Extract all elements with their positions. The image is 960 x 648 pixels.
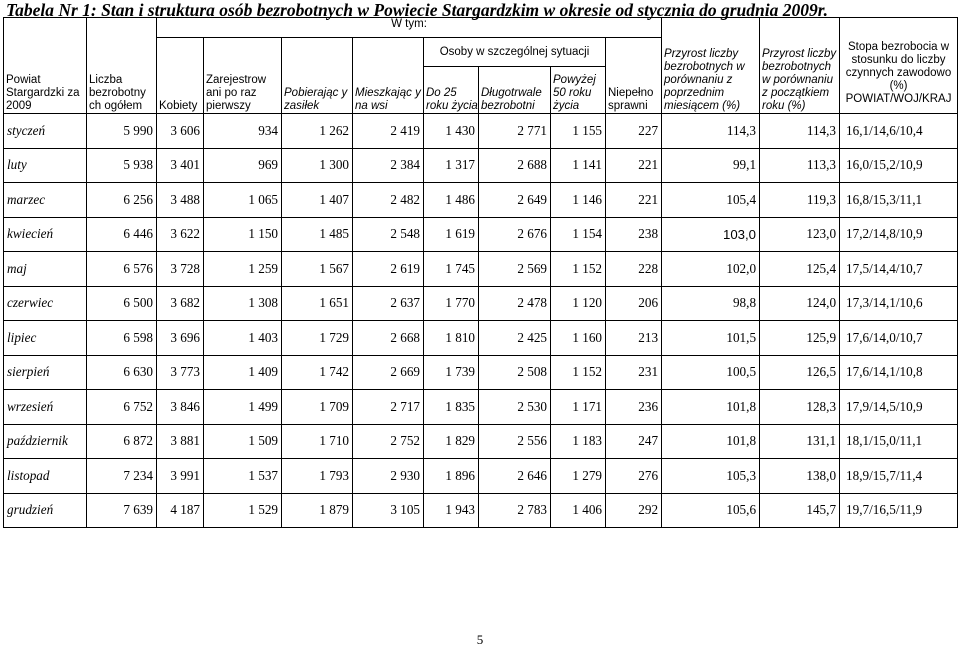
cell-women: 3 401	[157, 148, 204, 183]
cell-disabled: 206	[606, 286, 662, 321]
cell-month: kwiecień	[4, 217, 87, 252]
cell-women: 3 622	[157, 217, 204, 252]
cell-longterm: 2 646	[479, 459, 551, 494]
cell-first: 1 308	[204, 286, 282, 321]
cell-total: 6 256	[87, 183, 157, 218]
cell-rate: 18,9/15,7/11,4	[840, 459, 958, 494]
cell-first: 1 409	[204, 355, 282, 390]
table-row	[4, 286, 958, 321]
cell-longterm: 2 569	[479, 252, 551, 287]
cell-u25: 1 810	[424, 321, 479, 356]
cell-benefit: 1 879	[282, 493, 353, 528]
header-dlugotrwale: Długotrwale bezrobotni	[479, 67, 551, 114]
table-title: Tabela Nr 1: Stan i struktura osób bezrobotnych w Powiecie Stargardzkim w okresie od stycznia do grudnia 2009r.	[6, 0, 828, 20]
header-stopa: Stopa bezrobocia w stosunku do liczby czynnych zawodowo (%) POWIAT/WOJ/KRAJ	[840, 18, 958, 114]
cell-rate: 16,1/14,6/10,4	[840, 114, 958, 149]
cell-first: 1 509	[204, 424, 282, 459]
cell-growth-year: 145,7	[760, 493, 840, 528]
table-row	[4, 321, 958, 356]
cell-women: 3 881	[157, 424, 204, 459]
cell-total: 5 990	[87, 114, 157, 149]
cell-month: styczeń	[4, 114, 87, 149]
cell-first: 1 529	[204, 493, 282, 528]
cell-month: grudzień	[4, 493, 87, 528]
cell-longterm: 2 425	[479, 321, 551, 356]
cell-first: 1 259	[204, 252, 282, 287]
cell-rural: 2 717	[353, 390, 424, 425]
cell-total: 6 598	[87, 321, 157, 356]
header-zarejestrowani: Zarejestrow ani po raz pierwszy	[204, 38, 282, 114]
table-row	[4, 424, 958, 459]
cell-rural: 2 482	[353, 183, 424, 218]
cell-first: 1 403	[204, 321, 282, 356]
cell-u25: 1 739	[424, 355, 479, 390]
cell-women: 3 488	[157, 183, 204, 218]
cell-rural: 3 105	[353, 493, 424, 528]
cell-growth-month: 98,8	[662, 286, 760, 321]
cell-u25: 1 896	[424, 459, 479, 494]
table-row	[4, 390, 958, 425]
table-row	[4, 183, 958, 218]
cell-month: sierpień	[4, 355, 87, 390]
cell-rural: 2 669	[353, 355, 424, 390]
cell-growth-month: 100,5	[662, 355, 760, 390]
cell-o50: 1 152	[551, 355, 606, 390]
cell-total: 5 938	[87, 148, 157, 183]
cell-total: 6 576	[87, 252, 157, 287]
cell-first: 1 150	[204, 217, 282, 252]
cell-longterm: 2 508	[479, 355, 551, 390]
cell-growth-month: 102,0	[662, 252, 760, 287]
header-do25: Do 25 roku życia	[424, 67, 479, 114]
cell-total: 7 234	[87, 459, 157, 494]
cell-women: 4 187	[157, 493, 204, 528]
cell-women: 3 846	[157, 390, 204, 425]
cell-first: 934	[204, 114, 282, 149]
cell-o50: 1 171	[551, 390, 606, 425]
cell-month: lipiec	[4, 321, 87, 356]
cell-disabled: 292	[606, 493, 662, 528]
cell-first: 1 499	[204, 390, 282, 425]
cell-u25: 1 745	[424, 252, 479, 287]
cell-u25: 1 430	[424, 114, 479, 149]
cell-growth-month: 114,3	[662, 114, 760, 149]
cell-o50: 1 279	[551, 459, 606, 494]
cell-benefit: 1 567	[282, 252, 353, 287]
cell-benefit: 1 793	[282, 459, 353, 494]
cell-o50: 1 141	[551, 148, 606, 183]
cell-longterm: 2 649	[479, 183, 551, 218]
cell-u25: 1 829	[424, 424, 479, 459]
unemployment-table	[3, 17, 958, 528]
cell-disabled: 221	[606, 183, 662, 218]
cell-women: 3 991	[157, 459, 204, 494]
cell-first: 1 537	[204, 459, 282, 494]
table-row	[4, 114, 958, 149]
header-powyzej50: Powyżej 50 roku życia	[551, 67, 606, 114]
cell-growth-year: 128,3	[760, 390, 840, 425]
cell-disabled: 213	[606, 321, 662, 356]
cell-rate: 17,5/14,4/10,7	[840, 252, 958, 287]
cell-disabled: 227	[606, 114, 662, 149]
cell-rate: 17,6/14,1/10,8	[840, 355, 958, 390]
cell-growth-year: 125,4	[760, 252, 840, 287]
cell-benefit: 1 300	[282, 148, 353, 183]
cell-month: marzec	[4, 183, 87, 218]
cell-benefit: 1 710	[282, 424, 353, 459]
cell-rural: 2 419	[353, 114, 424, 149]
table-row	[4, 355, 958, 390]
cell-o50: 1 154	[551, 217, 606, 252]
cell-benefit: 1 485	[282, 217, 353, 252]
cell-o50: 1 183	[551, 424, 606, 459]
cell-rate: 19,7/16,5/11,9	[840, 493, 958, 528]
cell-growth-month: 103,0	[662, 217, 760, 252]
table-row	[4, 252, 958, 287]
page-number: 5	[476, 632, 484, 647]
cell-o50: 1 120	[551, 286, 606, 321]
cell-month: wrzesień	[4, 390, 87, 425]
cell-disabled: 228	[606, 252, 662, 287]
cell-first: 1 065	[204, 183, 282, 218]
cell-rural: 2 930	[353, 459, 424, 494]
cell-disabled: 276	[606, 459, 662, 494]
cell-growth-year: 124,0	[760, 286, 840, 321]
cell-rate: 16,0/15,2/10,9	[840, 148, 958, 183]
cell-disabled: 231	[606, 355, 662, 390]
cell-growth-year: 138,0	[760, 459, 840, 494]
cell-longterm: 2 556	[479, 424, 551, 459]
cell-benefit: 1 742	[282, 355, 353, 390]
cell-o50: 1 152	[551, 252, 606, 287]
header-pobierajacy: Pobierając y zasiłek	[282, 38, 353, 114]
cell-longterm: 2 530	[479, 390, 551, 425]
cell-total: 7 639	[87, 493, 157, 528]
cell-rate: 17,2/14,8/10,9	[840, 217, 958, 252]
cell-first: 969	[204, 148, 282, 183]
cell-o50: 1 146	[551, 183, 606, 218]
table-row	[4, 217, 958, 252]
header-liczba: Liczba bezrobotny ch ogółem	[87, 18, 157, 114]
cell-women: 3 606	[157, 114, 204, 149]
cell-benefit: 1 709	[282, 390, 353, 425]
cell-disabled: 236	[606, 390, 662, 425]
cell-rural: 2 548	[353, 217, 424, 252]
cell-month: maj	[4, 252, 87, 287]
cell-benefit: 1 729	[282, 321, 353, 356]
header-przyrost-miesiac: Przyrost liczby bezrobotnych w porównaniu z poprzednim miesiącem (%)	[662, 18, 760, 114]
cell-growth-year: 114,3	[760, 114, 840, 149]
cell-o50: 1 160	[551, 321, 606, 356]
header-powiat: Powiat Stargardzki za 2009	[4, 18, 87, 114]
cell-u25: 1 943	[424, 493, 479, 528]
cell-u25: 1 486	[424, 183, 479, 218]
cell-growth-year: 126,5	[760, 355, 840, 390]
cell-women: 3 696	[157, 321, 204, 356]
cell-women: 3 682	[157, 286, 204, 321]
cell-u25: 1 770	[424, 286, 479, 321]
cell-growth-month: 101,8	[662, 390, 760, 425]
cell-growth-month: 105,3	[662, 459, 760, 494]
cell-growth-year: 125,9	[760, 321, 840, 356]
cell-longterm: 2 783	[479, 493, 551, 528]
cell-benefit: 1 651	[282, 286, 353, 321]
table-row	[4, 459, 958, 494]
cell-rural: 2 619	[353, 252, 424, 287]
cell-o50: 1 155	[551, 114, 606, 149]
cell-disabled: 221	[606, 148, 662, 183]
cell-month: luty	[4, 148, 87, 183]
header-w-tym: W tym:	[157, 18, 662, 38]
cell-growth-month: 105,4	[662, 183, 760, 218]
cell-growth-month: 101,8	[662, 424, 760, 459]
cell-u25: 1 835	[424, 390, 479, 425]
table-row	[4, 148, 958, 183]
cell-women: 3 728	[157, 252, 204, 287]
cell-total: 6 500	[87, 286, 157, 321]
cell-growth-year: 113,3	[760, 148, 840, 183]
cell-rate: 17,6/14,0/10,7	[840, 321, 958, 356]
cell-rate: 17,9/14,5/10,9	[840, 390, 958, 425]
cell-longterm: 2 478	[479, 286, 551, 321]
cell-growth-year: 119,3	[760, 183, 840, 218]
header-mieszkajacy: Mieszkając y na wsi	[353, 38, 424, 114]
header-osoby-group: Osoby w szczególnej sytuacji	[424, 38, 606, 67]
header-niepelnosprawni: Niepełno sprawni	[606, 38, 662, 114]
cell-rate: 16,8/15,3/11,1	[840, 183, 958, 218]
cell-growth-year: 123,0	[760, 217, 840, 252]
cell-total: 6 872	[87, 424, 157, 459]
cell-growth-month: 99,1	[662, 148, 760, 183]
cell-rate: 18,1/15,0/11,1	[840, 424, 958, 459]
cell-total: 6 752	[87, 390, 157, 425]
table-row	[4, 493, 958, 528]
cell-women: 3 773	[157, 355, 204, 390]
cell-total: 6 630	[87, 355, 157, 390]
cell-rural: 2 384	[353, 148, 424, 183]
cell-disabled: 247	[606, 424, 662, 459]
cell-month: październik	[4, 424, 87, 459]
cell-month: czerwiec	[4, 286, 87, 321]
cell-longterm: 2 688	[479, 148, 551, 183]
cell-benefit: 1 407	[282, 183, 353, 218]
cell-rural: 2 668	[353, 321, 424, 356]
cell-longterm: 2 771	[479, 114, 551, 149]
cell-o50: 1 406	[551, 493, 606, 528]
cell-rural: 2 752	[353, 424, 424, 459]
cell-disabled: 238	[606, 217, 662, 252]
cell-month: listopad	[4, 459, 87, 494]
cell-growth-year: 131,1	[760, 424, 840, 459]
cell-u25: 1 619	[424, 217, 479, 252]
cell-longterm: 2 676	[479, 217, 551, 252]
cell-u25: 1 317	[424, 148, 479, 183]
cell-growth-month: 101,5	[662, 321, 760, 356]
cell-growth-month: 105,6	[662, 493, 760, 528]
cell-rate: 17,3/14,1/10,6	[840, 286, 958, 321]
cell-benefit: 1 262	[282, 114, 353, 149]
cell-rural: 2 637	[353, 286, 424, 321]
header-przyrost-rok: Przyrost liczby bezrobotnych w porównaniu z początkiem roku (%)	[760, 18, 840, 114]
header-kobiety: Kobiety	[157, 38, 204, 114]
cell-total: 6 446	[87, 217, 157, 252]
